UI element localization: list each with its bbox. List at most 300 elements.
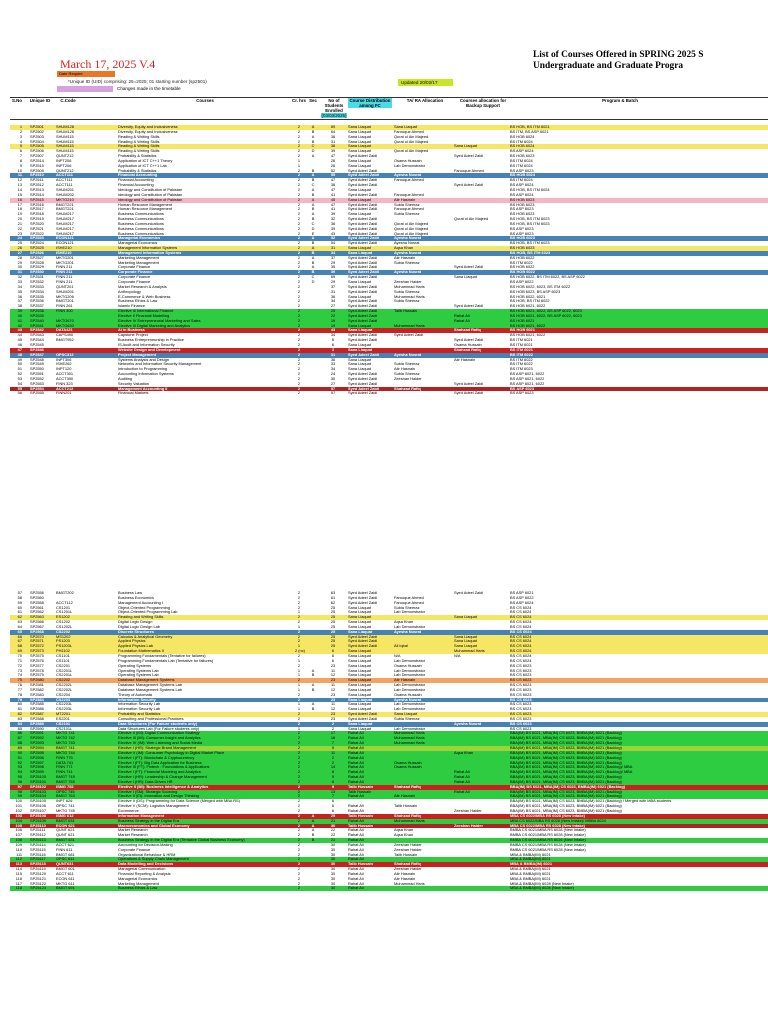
row-enrolled: 47 bbox=[330, 201, 336, 207]
row-program: BS HOB 6024 bbox=[510, 133, 535, 139]
row-course: Business Communications bbox=[118, 216, 164, 222]
row-enrolled: 63 bbox=[330, 590, 336, 595]
row-uid: SP2543 bbox=[30, 332, 44, 338]
row-credit-hours: 1 bbox=[297, 725, 301, 731]
row-faculty: Syed Adeel Zaidi bbox=[348, 594, 378, 600]
row-enrolled: 6 bbox=[331, 337, 335, 343]
row-credit-hours: 2 bbox=[297, 652, 301, 658]
row-code: OPSC 741 bbox=[56, 803, 75, 809]
row-code: MT2201 bbox=[56, 711, 71, 717]
row-number: 106 bbox=[15, 827, 22, 833]
row-course: Introduction to Programming bbox=[118, 366, 168, 372]
row-code: CS1101 bbox=[56, 652, 70, 658]
row-course: Marketing Management bbox=[118, 880, 159, 886]
row-code: FINN201 bbox=[56, 390, 72, 396]
row-faculty: Rahat Ali bbox=[348, 832, 364, 838]
row-enrolled: 31 bbox=[330, 245, 336, 251]
row-faculty: Rahat Ali bbox=[348, 735, 364, 741]
row-enrolled: 30 bbox=[330, 875, 336, 881]
row-credit-hours: 2 bbox=[297, 788, 301, 794]
row-number: 36 bbox=[17, 293, 22, 299]
row-faculty: Syed Adeel Zaidi bbox=[348, 235, 379, 241]
row-faculty: Rahat Ali bbox=[348, 778, 364, 784]
row-backup: Syed Adeel Zaidi bbox=[454, 390, 484, 396]
row-number: 56 bbox=[17, 390, 22, 396]
row-code: PS1203 bbox=[56, 638, 70, 644]
row-program: BBA(IM) BS 6021, MBA(IM) CS 6023, BMBA(IM) 6021 (Backlog) bbox=[510, 793, 622, 799]
row-number: 49 bbox=[17, 356, 22, 362]
row-credit-hours: 2 bbox=[297, 283, 301, 289]
row-uid: SP2582 bbox=[30, 686, 44, 692]
row-backup: Rahat Ali bbox=[454, 774, 470, 780]
row-credit-hours: 2 bbox=[297, 730, 301, 736]
row-uid: SP2596 bbox=[30, 754, 44, 760]
row-course: Corporate Finance bbox=[118, 274, 151, 280]
row-code: MKTG 745 bbox=[56, 807, 75, 813]
row-program: BS CS 6024 bbox=[510, 623, 532, 629]
row-faculty: Sana Liaquat bbox=[348, 691, 371, 697]
row-program: BS ASP 6023 bbox=[510, 390, 534, 396]
row-program: BS CS 6024 bbox=[510, 609, 532, 615]
row-program: BBA(IM) BS 6021, MBA(IM) CS 6023, BMBA(IM) 6021 (Backlog)/ MBA bbox=[510, 769, 633, 775]
row-course: Ideology and Constitution of Pakistan bbox=[118, 196, 183, 202]
row-program: BS ITM 6021 bbox=[510, 346, 533, 352]
row-uid: SP2593 bbox=[30, 740, 44, 746]
row-program: BS CS 6023 bbox=[510, 667, 532, 673]
row-faculty: Syed Adeel Zaidi bbox=[348, 274, 378, 280]
row-backup: Farooque Ahmed bbox=[454, 167, 484, 173]
row-credit-hours: 1 bbox=[297, 162, 301, 168]
row-credit-hours: 2 bbox=[297, 614, 301, 620]
row-credit-hours: 2 bbox=[297, 230, 301, 236]
row-uid: SP2589 bbox=[30, 720, 44, 726]
row-credit-hours: 2 bbox=[297, 715, 301, 721]
row-credit-hours: 2 bbox=[297, 837, 301, 843]
row-program: BS HOB 6022 bbox=[510, 269, 535, 275]
row-ta: Muhammad Haris bbox=[394, 293, 425, 299]
row-program: BS HOB 6021 bbox=[510, 317, 535, 323]
row-faculty: Syed Adeel Zaidi bbox=[348, 283, 378, 289]
row-enrolled: 29 bbox=[330, 279, 336, 284]
row-credit-hours: 2 bbox=[297, 846, 301, 852]
row-credit-hours: 2 bbox=[297, 264, 301, 270]
row-code: ECON121 bbox=[56, 235, 74, 241]
row-uid: SP2547 bbox=[30, 351, 44, 357]
row-number: 70 bbox=[17, 652, 22, 658]
row-enrolled: 57 bbox=[330, 390, 336, 396]
row-program: BS CS 6024 bbox=[510, 643, 532, 649]
row-uid: SP2501 bbox=[30, 124, 44, 129]
row-credit-hours: 2 bbox=[297, 298, 301, 304]
row-faculty: Syed Adeel Zaidi bbox=[348, 225, 378, 231]
row-faculty: Sana Liaquat bbox=[348, 162, 371, 168]
row-enrolled: 30 bbox=[330, 866, 336, 872]
row-credit-hours: 1 bbox=[297, 686, 301, 692]
row-code: ECON 621 bbox=[56, 822, 75, 828]
row-code: PS1203L bbox=[56, 643, 73, 649]
row-section: A bbox=[311, 196, 315, 202]
row-course: Corporate Finance bbox=[118, 279, 151, 284]
courses-table-bottom bbox=[10, 591, 768, 891]
row-faculty: Rahat Ali bbox=[348, 827, 364, 833]
row-credit-hours: 2 bbox=[297, 351, 301, 357]
row-faculty: Rahat Ali bbox=[348, 880, 364, 886]
row-uid: SP25115 bbox=[30, 846, 46, 852]
row-ta: Lab Demonstrator bbox=[394, 623, 426, 629]
row-code: CAPS490 bbox=[56, 332, 74, 338]
row-code: SHUM202 bbox=[56, 191, 74, 197]
row-uid: SP2534 bbox=[30, 288, 44, 294]
row-number: 26 bbox=[17, 245, 22, 251]
row-program: BS ITM 6024 bbox=[510, 157, 533, 163]
row-faculty: Rahat Ali bbox=[348, 769, 364, 775]
row-credit-hours: 2 bbox=[297, 696, 301, 702]
row-uid: SP2510 bbox=[30, 172, 44, 178]
row-code: SHUM115 bbox=[56, 148, 74, 154]
row-program: MBA & BMBA(IM) 6021 bbox=[510, 861, 553, 867]
row-enrolled: 6 bbox=[331, 803, 335, 809]
row-faculty: Rahat Ali bbox=[348, 885, 364, 891]
row-enrolled: 23 bbox=[330, 715, 336, 721]
row-backup bbox=[454, 886, 512, 891]
row-enrolled: 36 bbox=[330, 293, 336, 299]
row-faculty: Syed Adeel Zaidi bbox=[348, 715, 378, 721]
row-ta: Syed Adeel Zaidi bbox=[394, 332, 424, 338]
row-ta: Lab Demonstrator bbox=[394, 609, 426, 615]
row-program: MBA & BMBA(IM) 6021 bbox=[510, 866, 551, 872]
row-program: BS CS 6024 bbox=[510, 657, 532, 663]
row-ta: Subia Sheeraz bbox=[394, 371, 420, 377]
row-faculty: Sana Liaquat bbox=[348, 672, 371, 678]
row-section: A bbox=[311, 124, 315, 129]
row-program: BBA(IM) BS 6021, MBA(IM) CS 6023, BMBA(IM) 6021 (Backlog) bbox=[510, 774, 622, 780]
row-credit-hours: 2 bbox=[297, 759, 301, 765]
row-course: Business Strategy in the Digital Era (Tentative Global Business Economy) bbox=[118, 837, 245, 843]
row-uid: SP2585 bbox=[30, 701, 44, 707]
row-credit-hours: 2 bbox=[297, 337, 301, 343]
row-course: Business Ethics & Law bbox=[118, 298, 158, 304]
row-number: 113 bbox=[15, 861, 22, 867]
row-course: Object-Oriented Programming bbox=[118, 604, 170, 610]
row-ta: Atir Hasnain bbox=[394, 677, 416, 683]
row-code: CS2203 bbox=[56, 696, 71, 702]
row-section: B bbox=[311, 128, 315, 134]
row-program: BS CS 6024 bbox=[510, 648, 532, 654]
row-program: BS HOB, BS ITM 6024 bbox=[510, 186, 550, 192]
row-uid: SP2539 bbox=[30, 312, 44, 318]
row-ta: Farooque Ahmed bbox=[394, 599, 424, 605]
row-enrolled: 34 bbox=[330, 332, 336, 338]
row-number: 66 bbox=[17, 633, 22, 639]
row-faculty: Rahat Ali bbox=[348, 774, 364, 780]
row-course: Islamic Finance bbox=[118, 303, 146, 309]
row-section: B bbox=[311, 672, 315, 678]
col-enrolled-date: (03/03/2025) bbox=[321, 113, 347, 118]
row-course: Financial Markets bbox=[118, 390, 149, 396]
row-code: MKTG206 bbox=[56, 293, 74, 299]
row-ta: Talib Hussain bbox=[394, 803, 418, 809]
row-code: SHUM115 bbox=[56, 138, 74, 144]
row-section: B bbox=[311, 138, 315, 144]
row-uid: SP2591 bbox=[30, 730, 44, 736]
row-credit-hours: 2 bbox=[297, 662, 301, 668]
row-ta: Talib Hussain bbox=[394, 308, 418, 314]
row-enrolled: 30 bbox=[330, 375, 336, 381]
row-faculty: Rahat Ali bbox=[348, 846, 364, 852]
row-credit-hours: 2 bbox=[297, 720, 301, 726]
row-number: 74 bbox=[17, 672, 22, 678]
row-course: Market Research bbox=[118, 832, 148, 838]
row-enrolled: 61 bbox=[330, 594, 336, 600]
row-uid: SP2550 bbox=[30, 366, 44, 372]
row-course: Elective I (FT): Big Data Application for Business bbox=[118, 759, 202, 765]
row-credit-hours: 2 bbox=[297, 201, 301, 207]
row-faculty: Syed Adeel Zaidi bbox=[348, 308, 378, 314]
row-ta: Muhammad Haris bbox=[394, 817, 425, 823]
row-uid: SP25103 bbox=[30, 788, 47, 794]
row-ta: Osama Hussain bbox=[394, 157, 422, 163]
row-number: 63 bbox=[17, 619, 22, 625]
row-program: BS HOB 6021, 6022 bbox=[510, 322, 546, 328]
row-faculty: Syed Adeel Zaidi bbox=[348, 216, 378, 222]
row-course: Elective II (DS): Programming for Data Science (Merged with MBA RS) bbox=[118, 798, 240, 804]
row-faculty: Sana Liaquat bbox=[348, 196, 371, 202]
table-header bbox=[10, 97, 768, 119]
row-enrolled: 22 bbox=[330, 312, 336, 318]
row-enrolled: 2 bbox=[331, 720, 335, 726]
row-code: CS2202 bbox=[56, 677, 71, 683]
row-credit-hours: 2 bbox=[297, 691, 301, 697]
row-code: ACCT111 bbox=[56, 172, 73, 178]
row-enrolled: 31 bbox=[330, 138, 336, 144]
row-uid: SP2598 bbox=[30, 764, 44, 770]
row-code: FINN 611 bbox=[56, 846, 73, 852]
row-credit-hours: 2 bbox=[297, 817, 301, 823]
row-course: Elective II (IM): Business Intelligence & Analytics bbox=[118, 783, 209, 789]
row-enrolled: 7 bbox=[331, 740, 335, 746]
row-enrolled: 12 bbox=[330, 686, 336, 692]
row-credit-hours: 2 bbox=[297, 361, 301, 367]
row-ta: Qurat ul Ain Majeed bbox=[394, 220, 429, 226]
row-section: A bbox=[311, 172, 315, 178]
row-enrolled: 25 bbox=[330, 623, 336, 629]
row-program: BS HOB, BS ITM 6022 bbox=[510, 298, 550, 304]
row-code: ECON 611 bbox=[56, 875, 75, 881]
row-ta: Ayesha Nusrat bbox=[394, 351, 422, 357]
row-backup: Rahat Ali bbox=[454, 312, 470, 318]
row-enrolled: 12 bbox=[330, 706, 336, 712]
row-ta: Atir Hasnain bbox=[394, 793, 416, 799]
row-enrolled: 2 bbox=[331, 759, 335, 765]
row-code: ISMG 612 bbox=[56, 812, 74, 818]
row-faculty: Sana Liaquat bbox=[348, 686, 371, 692]
row-uid: SP2533 bbox=[30, 283, 44, 289]
row-uid: SP25121 bbox=[30, 875, 47, 881]
row-uid: SP2583 bbox=[30, 691, 44, 697]
row-number: 42 bbox=[17, 322, 22, 328]
row-code: ACCT111 bbox=[56, 177, 73, 183]
row-uid: SP2527 bbox=[30, 254, 44, 260]
row-course: Probability & Statistics bbox=[118, 167, 157, 173]
row-ta: Aqsa Khan bbox=[394, 827, 414, 833]
row-enrolled: 25 bbox=[330, 628, 336, 634]
row-course: Probability and Statistics bbox=[118, 711, 161, 717]
row-enrolled: 38 bbox=[330, 143, 336, 149]
row-backup: Syed Adeel Zaidi bbox=[454, 590, 484, 595]
row-uid: SP2525 bbox=[30, 245, 44, 251]
row-faculty: Rahat Ali bbox=[348, 745, 364, 750]
row-uid: SP25112 bbox=[30, 832, 46, 838]
row-credit-hours: 2 bbox=[297, 220, 301, 226]
row-credit-hours: 2 bbox=[297, 274, 301, 280]
row-faculty: Syed Adeel Zaidi bbox=[348, 172, 379, 178]
row-number: 73 bbox=[17, 667, 22, 673]
row-enrolled: 30 bbox=[330, 880, 336, 886]
row-code: BMGT221 bbox=[56, 201, 74, 207]
row-code: QUNT 621 bbox=[56, 832, 75, 838]
row-code: BMGT 681 bbox=[56, 851, 75, 857]
row-faculty: Rahat Ali bbox=[348, 866, 364, 872]
row-uid: SP2535 bbox=[30, 293, 44, 299]
row-number: 39 bbox=[17, 308, 22, 314]
row-ta: Subia Sheeraz bbox=[394, 201, 420, 207]
row-number: 107 bbox=[15, 832, 22, 838]
row-number: 18 bbox=[17, 206, 22, 212]
row-program: BS HOB 6021 bbox=[510, 327, 535, 333]
row-uid: SP2566 bbox=[30, 619, 44, 625]
row-credit-hours: 2 bbox=[297, 866, 301, 872]
row-uid: SP2545 bbox=[30, 341, 44, 347]
row-faculty: Sana Liaquat bbox=[348, 356, 371, 362]
row-uid: SP2584 bbox=[30, 696, 44, 702]
row-ta: Qurat ul Ain Majeed bbox=[394, 230, 429, 236]
row-enrolled: 52 bbox=[330, 235, 336, 241]
row-program: BS ASP 6024 bbox=[510, 191, 534, 197]
row-code: FINN 261 bbox=[56, 303, 73, 309]
row-enrolled: 26 bbox=[330, 157, 336, 163]
row-faculty: Syed Adeel Zaidi bbox=[348, 201, 378, 207]
row-course: Elective I (SM): Strategic Sourcing bbox=[118, 788, 178, 794]
row-number: 45 bbox=[17, 337, 22, 343]
row-credit-hours: 2 bbox=[297, 259, 301, 265]
row-course: Corporate Finance bbox=[118, 264, 151, 270]
row-number: 88 bbox=[17, 740, 22, 746]
row-program: BS HOB 6021, 6022 bbox=[510, 332, 546, 338]
row-number: 109 bbox=[15, 841, 22, 847]
row-course: Business Communications bbox=[118, 230, 164, 236]
row-number: 30 bbox=[17, 264, 22, 270]
row-program: MBA & BMBA(IM) 6021 bbox=[510, 851, 551, 857]
row-uid: SP2556 bbox=[30, 590, 44, 595]
row-code: SHUM201 bbox=[56, 186, 74, 192]
row-faculty: Rahat Ali bbox=[348, 851, 364, 857]
row-number: 89 bbox=[17, 745, 22, 750]
row-section: A bbox=[311, 827, 315, 833]
row-uid: SP2599 bbox=[30, 769, 44, 775]
row-code: ISHE210 bbox=[56, 245, 72, 251]
row-credit-hours: 2 bbox=[297, 254, 301, 260]
row-ta: Ayesha Nusrat bbox=[394, 240, 420, 246]
row-credit-hours: 2 bbox=[297, 778, 301, 784]
row-ta: Aqsa Khan bbox=[394, 245, 414, 251]
row-course: Anthropology bbox=[118, 288, 141, 294]
row-ta: Muhammad Haris bbox=[394, 283, 425, 289]
row-backup: Ayesha Nusrat bbox=[454, 720, 482, 726]
row-ta: Shahzad Rafiq bbox=[394, 861, 421, 867]
row-faculty: Syed Adeel Zaidi bbox=[348, 259, 378, 265]
row-section: A bbox=[311, 667, 315, 673]
row-credit-hours: 2 bbox=[297, 822, 301, 828]
row-credit-hours: 2 (nc) bbox=[295, 648, 305, 654]
row-number: 61 bbox=[17, 609, 22, 615]
row-number: 41 bbox=[17, 317, 22, 323]
row-faculty: Sana Liaquat bbox=[348, 124, 371, 129]
row-code: CS1101 bbox=[56, 657, 70, 663]
row-program: BS HOB 6023, BS ASP 6023 bbox=[510, 288, 561, 294]
row-enrolled: 5 bbox=[331, 745, 335, 750]
row-section: A bbox=[311, 201, 315, 207]
row-faculty: Syed Adeel Zaidi bbox=[348, 303, 378, 309]
row-number: 47 bbox=[17, 346, 22, 352]
row-number: 34 bbox=[17, 283, 22, 289]
row-faculty: Sana Liaquat bbox=[348, 609, 371, 615]
row-credit-hours: 2 bbox=[297, 870, 301, 876]
row-course: Information Security Lab bbox=[118, 706, 161, 712]
row-course: Digital Logic Design Lab bbox=[118, 623, 160, 629]
row-code: SHUM217 bbox=[56, 225, 74, 231]
row-ta: Atir Hasnain bbox=[394, 875, 416, 881]
row-credit-hours: 2 bbox=[297, 332, 301, 338]
row-credit-hours: 2 bbox=[297, 143, 301, 149]
col-cr: Cr. hrs bbox=[292, 98, 306, 103]
row-ta: Qurat ul Ain Majeed bbox=[394, 133, 429, 139]
row-credit-hours: 2 bbox=[297, 793, 301, 799]
row-program: BS CS 6024 bbox=[510, 604, 532, 610]
row-faculty: Rahat Ali bbox=[348, 793, 364, 799]
row-credit-hours: 2 bbox=[297, 245, 301, 251]
row-program: BS CS 6023 bbox=[510, 696, 532, 702]
row-uid: SP2537 bbox=[30, 303, 44, 309]
row-faculty: Syed Adeel Zaidi bbox=[348, 633, 378, 639]
row-uid: SP2544 bbox=[30, 337, 44, 343]
row-code: BMGT 745 bbox=[56, 774, 75, 780]
row-number: 114 bbox=[15, 866, 22, 872]
row-section: B bbox=[311, 686, 315, 692]
row-ta: Subia Sheeraz bbox=[394, 298, 420, 304]
row-faculty: Sana Liaquat bbox=[348, 128, 371, 134]
row-enrolled: 41 bbox=[330, 191, 336, 197]
row-course: Operating Systems Lab bbox=[118, 667, 159, 673]
row-number: 85 bbox=[17, 725, 22, 731]
row-enrolled: 47 bbox=[330, 177, 336, 183]
row-ta bbox=[394, 886, 454, 891]
row-course: Human Resource Management bbox=[118, 201, 173, 207]
row-credit-hours: 2 bbox=[297, 827, 301, 833]
row-backup: Sana Liaquat bbox=[454, 614, 477, 620]
row-number: 102 bbox=[15, 807, 22, 813]
row-faculty: Sana Liaquat bbox=[348, 148, 371, 154]
row-enrolled: 29 bbox=[330, 259, 336, 265]
row-course: Elective V (SCM): Logistics Management bbox=[118, 803, 189, 809]
row-course: Elective IV (IM): Web Listening and Social Media bbox=[118, 740, 203, 746]
row-faculty: Talib Hussain bbox=[348, 822, 374, 828]
row-code: SHUM128 bbox=[56, 124, 74, 129]
row-ta: Osama Hussain bbox=[394, 662, 422, 668]
row-enrolled: 47 bbox=[330, 153, 336, 159]
row-credit-hours: 2 bbox=[297, 167, 301, 173]
row-number: 28 bbox=[17, 254, 22, 260]
row-credit-hours: 2 bbox=[297, 303, 301, 309]
